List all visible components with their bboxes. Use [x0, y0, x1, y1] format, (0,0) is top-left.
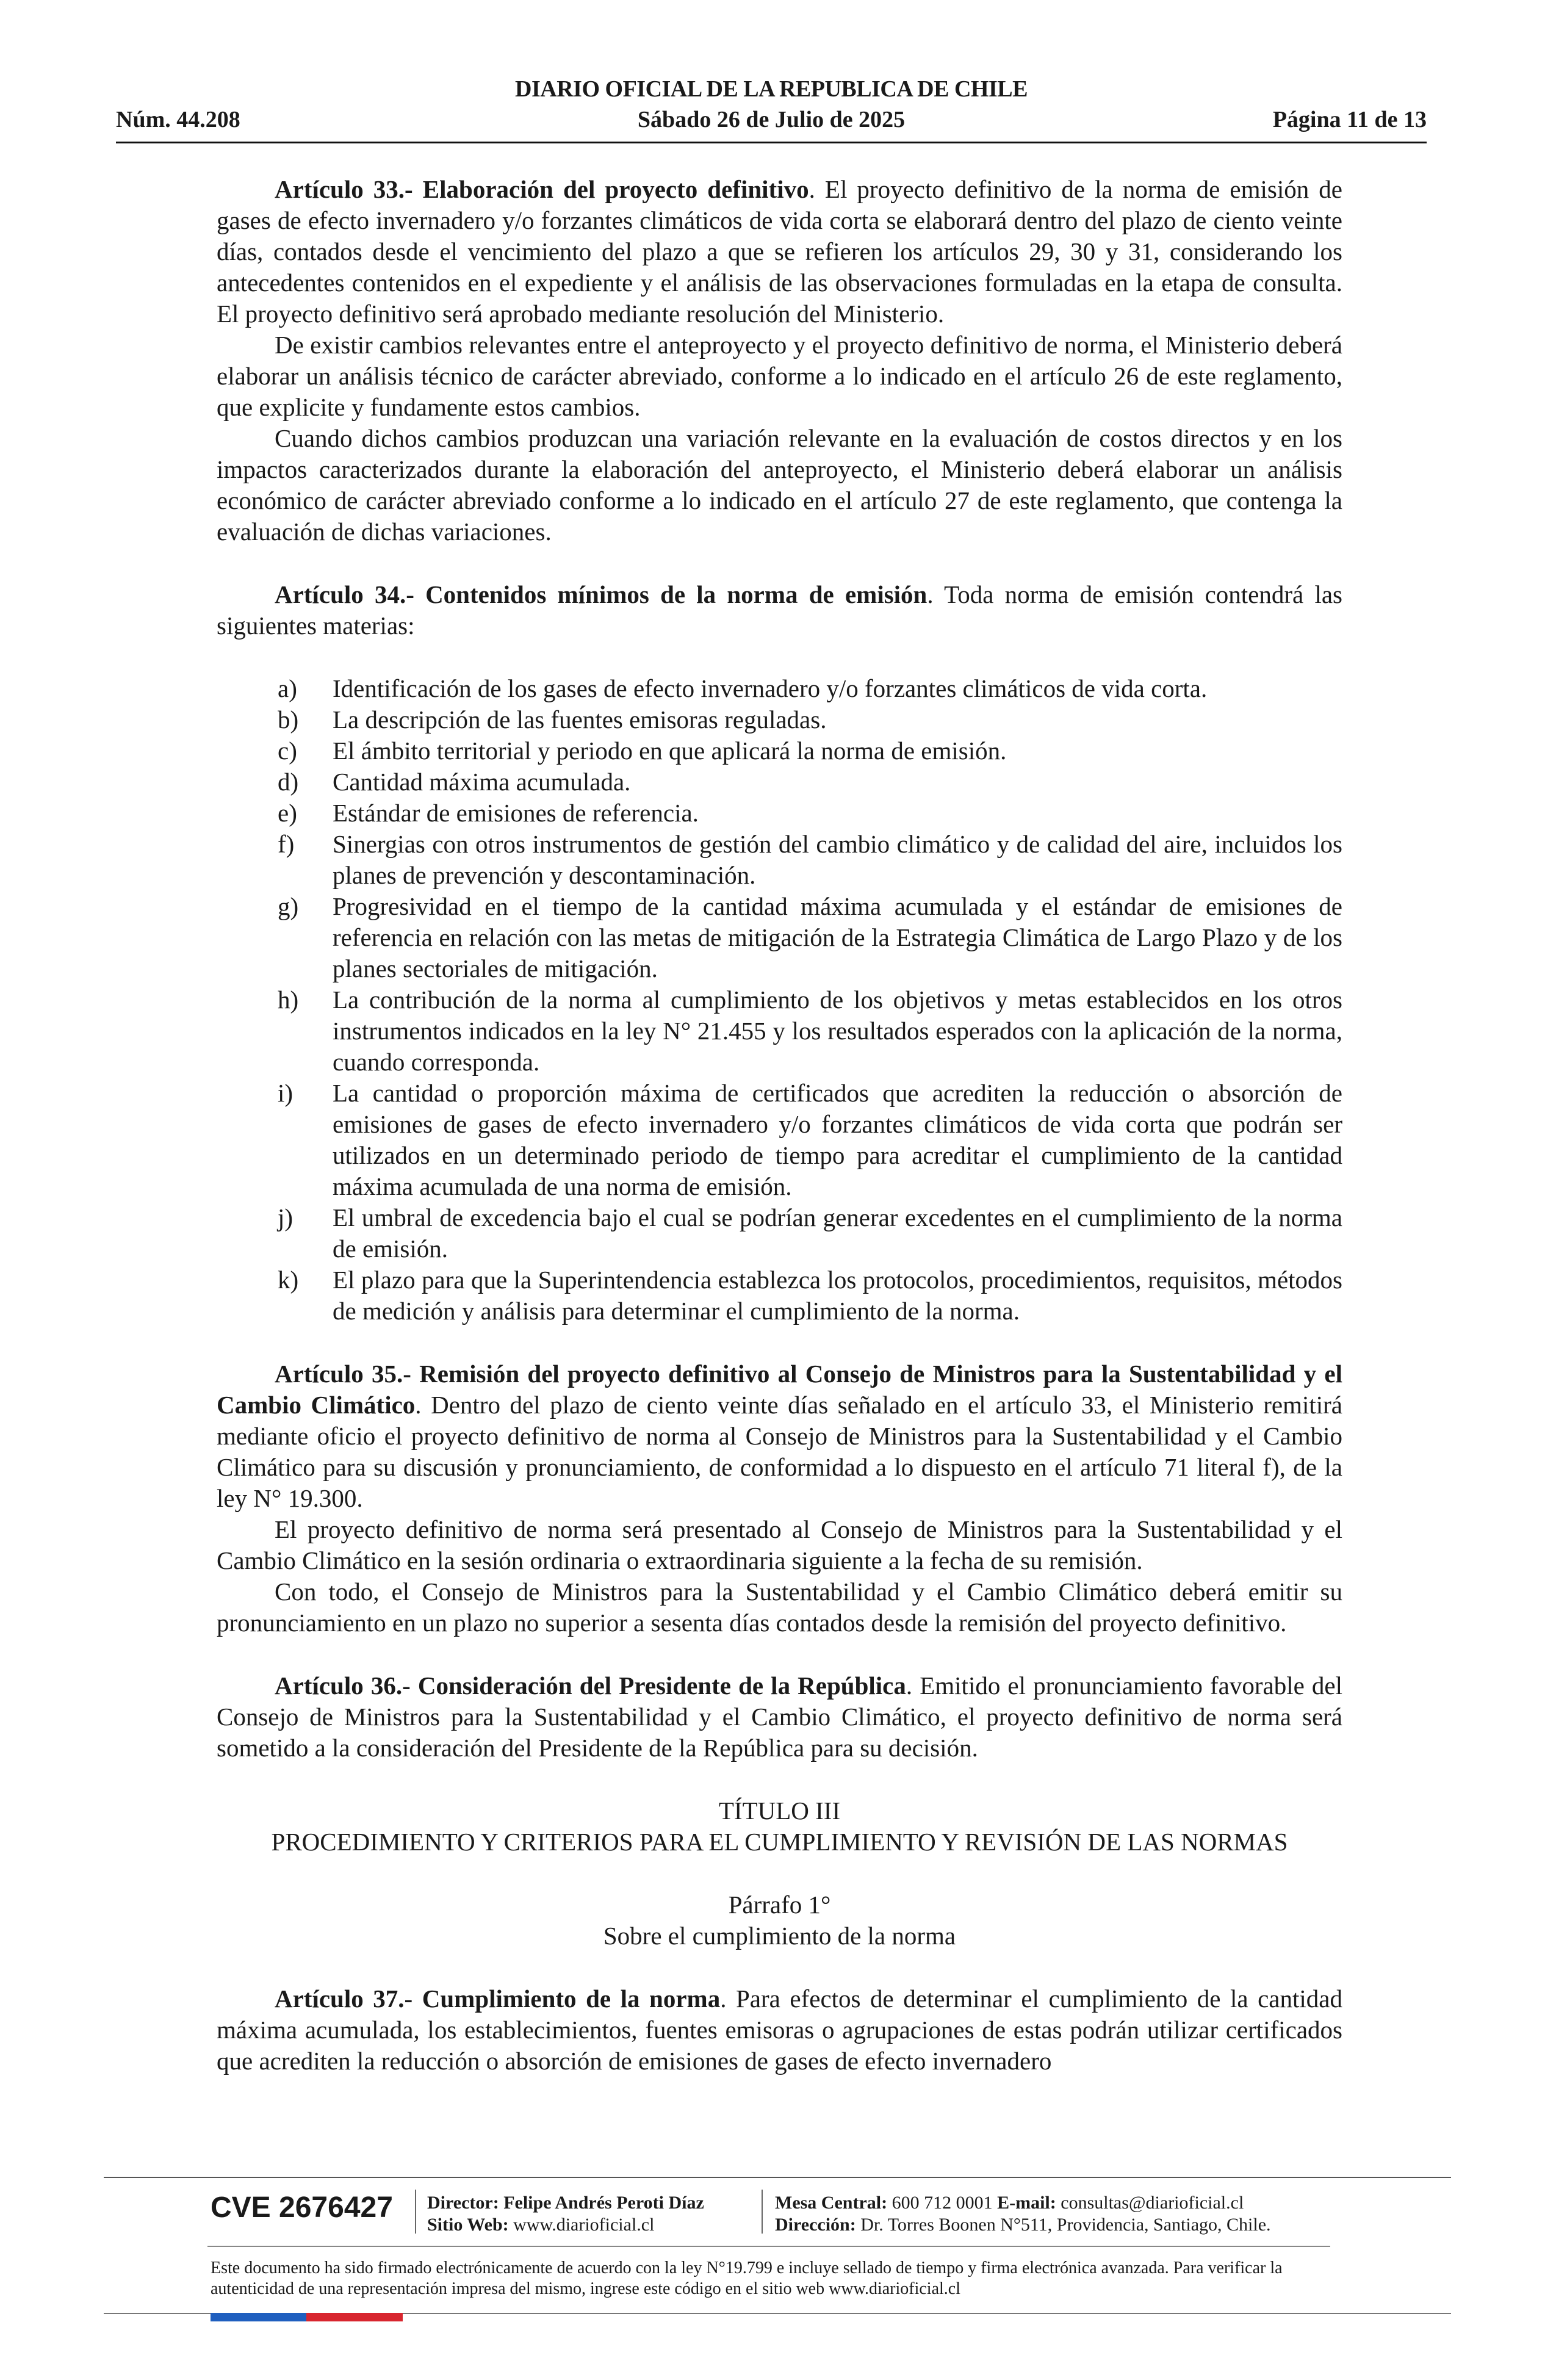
art33-p3: Cuando dichos cambios produzcan una variación relevante en la evaluación de costos directos y en los impactos caracterizados durante la elaboración del anteproyecto, el Ministerio deberá elaborar un análisis económico de carácter abreviado conforme a lo indicado en el artículo 27 de este reglamento, que contenga la evaluación de dichas variaciones. [217, 424, 1342, 546]
list-item-text: El plazo para que la Superintendencia establezca los protocolos, procedimientos, requisitos, métodos de medición y análisis para determinar el cumplimiento de la norma. [333, 1266, 1342, 1325]
page-number: Página 11 de 13 [1272, 107, 1427, 132]
art35-title: Artículo 35.- Remisión del proyecto definitivo al Consejo de Ministros para la Sustentabilidad y el Cambio Climático [217, 1360, 1342, 1419]
list-item-text: Estándar de emisiones de referencia. [333, 799, 699, 827]
list-item [217, 735, 1342, 766]
footer-separator [762, 2190, 763, 2234]
list-item-letter: c) [278, 737, 297, 765]
list-item [217, 704, 1342, 735]
flag-stripe [211, 2313, 403, 2321]
footer-divider-mid [207, 2246, 1330, 2247]
list-item-letter: k) [278, 1266, 299, 1294]
list-item-text: La cantidad o proporción máxima de certificados que acrediten la reducción o absorción de emisiones de gases de efecto invernadero y/o forzantes climáticos de vida corta que podrán ser utilizados en un determinado periodo de tiempo para acreditar el cumplimiento de la cantidad máxima acumulada de una norma de emisión. [333, 1079, 1342, 1200]
titulo-name: PROCEDIMIENTO Y CRITERIOS PARA EL CUMPLIMIENTO Y REVISIÓN DE LAS NORMAS [271, 1828, 1288, 1856]
list-item-letter: b) [278, 705, 299, 734]
art37-title: Artículo 37.- Cumplimiento de la norma [275, 1985, 721, 2013]
art33-p2: De existir cambios relevantes entre el anteproyecto y el proyecto definitivo de norma, el Ministerio deberá elaborar un análisis técnico de carácter abreviado, conforme a lo indicado en el artículo 26 de este reglamento, que explicite y fundamente estos cambios. [217, 331, 1342, 421]
header-divider [116, 142, 1427, 143]
art35-p1: Artículo 35.- Remisión del proyecto definitivo al Consejo de Ministros para la Sustentabilidad y el Cambio Climático. Dentro del plazo de ciento veinte días señalado en el artículo 33, el Ministerio remitirá mediante oficio el proyecto definitivo de norma al Consejo de Ministros para la Sustentabilidad y el Cambio Climático para su discusión y pronunciamiento, de conformidad a lo dispuesto en el artículo 71 literal f), de la ley N° 19.300. [217, 1360, 1342, 1512]
list-item [217, 798, 1342, 829]
art34-list [217, 673, 1342, 1327]
footer-divider-top [104, 2177, 1451, 2178]
parrafo-name: Sobre el cumplimiento de la norma [603, 1922, 956, 1950]
list-item [217, 891, 1342, 984]
list-item-letter: j) [278, 1203, 294, 1231]
footer-separator [415, 2190, 416, 2234]
footer-contact-block: Mesa Central: 600 712 0001 E-mail: consultas@diarioficial.cl Dirección: Dr. Torres Boonen N°511, Providencia, Santiago, Chile. [775, 2193, 1271, 2235]
art33-p1: Artículo 33.- Elaboración del proyecto definitivo. El proyecto definitivo de la norma de emisión de gases de efecto invernadero y/o forzantes climáticos de vida corta se elaborará dentro del plazo de ciento veinte días, contados desde el vencimiento del plazo a que se refieren los artículos 29, 30 y 31, considerando los antecedentes contenidos en el expediente y el análisis de las observaciones formuladas en la etapa de consulta. El proyecto definitivo será aprobado mediante resolución del Ministerio. [217, 175, 1342, 328]
list-item [217, 1202, 1342, 1264]
list-item [217, 766, 1342, 798]
art36-title: Artículo 36.- Consideración del Presidente de la República [275, 1671, 906, 1700]
director-name: Felipe Andrés Peroti Díaz [503, 2193, 704, 2213]
legal-notice: Este documento ha sido firmado electrónicamente de acuerdo con la ley N°19.799 e incluye sellado de tiempo y firma electrónica avanzada. Para verificar la autenticidad de una representación impresa del mismo, ingrese este código en el sitio web www.diarioficial.cl [211, 2259, 1283, 2298]
art35-p2: El proyecto definitivo de norma será presentado al Consejo de Ministros para la Sustentabilidad y el Cambio Climático en la sesión ordinaria o extraordinaria siguiente a la fecha de su remisión. [217, 1515, 1342, 1574]
art34-intro: Artículo 34.- Contenidos mínimos de la norma de emisión. Toda norma de emisión contendrá las siguientes materias: [217, 580, 1342, 640]
gazette-title: DIARIO OFICIAL DE LA REPUBLICA DE CHILE [515, 76, 1028, 102]
list-item-letter: g) [278, 892, 299, 920]
list-item-letter: h) [278, 986, 299, 1014]
list-item-letter: f) [278, 830, 295, 858]
art34-title: Artículo 34.- Contenidos mínimos de la norma de emisión [275, 580, 927, 608]
parrafo-label: Párrafo 1° [728, 1891, 831, 1919]
issue-number: Núm. 44.208 [116, 107, 240, 132]
art37-p1: Artículo 37.- Cumplimiento de la norma. Para efectos de determinar el cumplimiento de la cantidad máxima acumulada, los establecimientos, fuentes emisoras o agrupaciones de estas podrán utilizar certificados que acrediten la reducción o absorción de emisiones de gases de efecto invernadero [217, 1985, 1342, 2075]
list-item-letter: d) [278, 768, 299, 796]
list-item-letter: a) [278, 674, 297, 702]
list-item-text: La contribución de la norma al cumplimiento de los objetivos y metas establecidos en los otros instrumentos indicados en la ley N° 21.455 y los resultados esperados con la aplicación de la norma, cuando corresponda. [333, 986, 1342, 1076]
list-item-text: El ámbito territorial y periodo en que aplicará la norma de emisión. [333, 737, 1007, 765]
list-item-text: Sinergias con otros instrumentos de gestión del cambio climático y de calidad del aire, incluidos los planes de prevención y descontaminación. [333, 830, 1342, 889]
titulo-label: TÍTULO III [718, 1797, 841, 1825]
list-item [217, 984, 1342, 1078]
flag-red-bar [306, 2313, 403, 2321]
art33-title: Artículo 33.- Elaboración del proyecto definitivo [275, 175, 809, 203]
issue-date: Sábado 26 de Julio de 2025 [637, 107, 906, 132]
list-item [217, 673, 1342, 704]
website-link[interactable]: www.diarioficial.cl [513, 2215, 655, 2235]
list-item-text: El umbral de excedencia bajo el cual se podrían generar excedentes en el cumplimiento de la norma de emisión. [333, 1203, 1342, 1263]
art36-p1: Artículo 36.- Consideración del Presidente de la República. Emitido el pronunciamiento favorable del Consejo de Ministros para la Sustentabilidad y el Cambio Climático, el proyecto definitivo de norma será sometido a la consideración del Presidente de la República para su decisión. [217, 1671, 1343, 1762]
list-item [217, 1078, 1342, 1202]
list-item-text: La descripción de las fuentes emisoras reguladas. [333, 705, 827, 734]
list-item-letter: i) [278, 1079, 294, 1107]
address: Dr. Torres Boonen N°511, Providencia, Santiago, Chile. [860, 2215, 1271, 2235]
art35-p3: Con todo, el Consejo de Ministros para la Sustentabilidad y el Cambio Climático deberá emitir su pronunciamiento en un plazo no superior a sesenta días contados desde la remisión del proyecto definitivo. [217, 1578, 1342, 1637]
flag-blue-bar [211, 2313, 306, 2321]
list-item-text: Cantidad máxima acumulada. [333, 768, 631, 796]
list-item-letter: e) [278, 799, 297, 827]
footer-director-block: Director: Felipe Andrés Peroti Díaz Sitio Web: www.diarioficial.cl [427, 2193, 704, 2235]
list-item [217, 829, 1342, 891]
page-header [116, 76, 1427, 143]
list-item [217, 1264, 1342, 1327]
document-body [217, 174, 1342, 2077]
cve-code: CVE 2676427 [211, 2191, 393, 2224]
phone-number: 600 712 0001 [891, 2193, 993, 2213]
list-item-text: Progresividad en el tiempo de la cantidad máxima acumulada y el estándar de emisiones de referencia en relación con las metas de mitigación de la Estrategia Climática de Largo Plazo y de los planes sectoriales de mitigación. [333, 892, 1342, 983]
email-link[interactable]: consultas@diarioficial.cl [1061, 2193, 1244, 2213]
list-item-text: Identificación de los gases de efecto invernadero y/o forzantes climáticos de vida corta. [333, 674, 1208, 702]
